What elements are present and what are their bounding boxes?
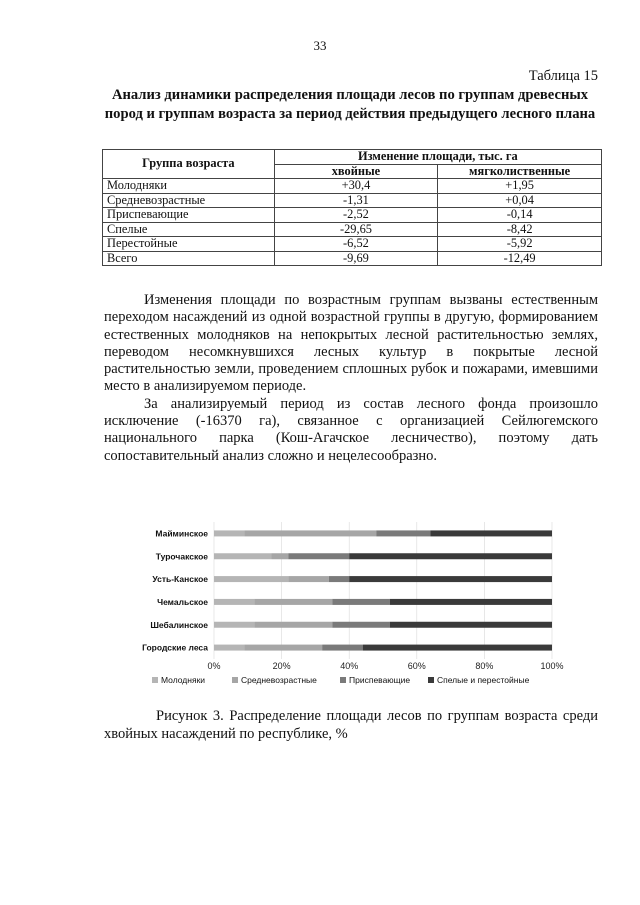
row-coniferous: -9,69 <box>274 251 438 266</box>
chart-category-label: Городские леса <box>142 642 208 653</box>
row-group: Приспевающие <box>103 208 275 223</box>
chart-bar-segment <box>390 599 552 605</box>
table-row <box>103 251 602 266</box>
chart-bar-segment <box>214 553 271 559</box>
chart-bar-segment <box>363 645 552 651</box>
chart-bar-segment <box>271 553 288 559</box>
paragraph: За анализируемый период из состав лесного фонда произошло исключение (-16370 га), связанное с организацией Сейлюгемского национального парка (Кош-Агачское лесничество), поэтому дать сопоставительный анализ сложно и нецелесообразно. <box>104 395 598 464</box>
chart-legend-label: Средневозрастные <box>241 675 317 685</box>
table-label: Таблица 15 <box>528 68 598 84</box>
chart-bar-segment <box>255 599 333 605</box>
chart-bar-segment <box>376 530 430 536</box>
chart-bar-segment <box>332 622 389 628</box>
chart-bar-segment <box>214 530 244 536</box>
chart-bar-segment <box>430 530 552 536</box>
header-group: Группа возраста <box>103 150 275 179</box>
chart-legend-swatch <box>152 677 158 683</box>
chart-legend-swatch <box>232 677 238 683</box>
row-coniferous: -1,31 <box>274 193 438 208</box>
row-group: Спелые <box>103 222 275 237</box>
chart-category-label: Чемальское <box>157 596 208 607</box>
table-row <box>103 179 602 194</box>
chart-legend-label: Приспевающие <box>349 675 411 685</box>
chart-legend-swatch <box>340 677 346 683</box>
body-text <box>104 292 598 465</box>
chart-category-label: Усть-Канское <box>152 574 208 585</box>
chart-bar-segment <box>349 553 552 559</box>
chart-bar-segment <box>214 599 255 605</box>
row-softwood: -5,92 <box>438 237 602 252</box>
figure-caption <box>104 708 598 743</box>
chart-bar-segment <box>244 530 376 536</box>
row-coniferous: -29,65 <box>274 222 438 237</box>
table-title: Анализ динамики распределения площади лесов по группам древесных пород и группам возраста за период действия предыдущего лесного плана <box>104 87 596 122</box>
header-change: Изменение площади, тыс. га <box>274 150 601 165</box>
chart-x-tick-label: 100% <box>540 661 564 671</box>
row-softwood: -12,49 <box>438 251 602 266</box>
page-number: 33 <box>313 38 327 53</box>
chart-bar-segment <box>214 645 244 651</box>
figure-caption-text: Рисунок 3. Распределение площади лесов по группам возраста среди хвойных насаждений по республике, % <box>104 708 598 742</box>
data-table <box>102 149 602 266</box>
paragraph: Изменения площади по возрастным группам вызваны естественным переходом насаждений из одной возрастной группы в другую, формированием естественных молодняков на непокрытых лесной растительностью землях, переводом несомкнувшихся лесных культур в покрытые лесной растительностью земли, проведением сплошных рубок и пожарами, имевшими место в анализируемом периоде. <box>104 292 598 395</box>
chart-bar-segment <box>322 645 363 651</box>
chart-bar-segment <box>214 622 255 628</box>
age-distribution-chart <box>132 514 572 694</box>
chart-bar-segment <box>288 553 349 559</box>
row-softwood: +1,95 <box>438 179 602 194</box>
chart-x-tick-label: 40% <box>340 661 359 671</box>
table-row <box>103 237 602 252</box>
row-coniferous: -2,52 <box>274 208 438 223</box>
chart-legend-label: Спелые и перестойные <box>437 675 530 685</box>
row-softwood: -0,14 <box>438 208 602 223</box>
row-group: Молодняки <box>103 179 275 194</box>
table-row <box>103 193 602 208</box>
chart-x-tick-label: 80% <box>475 661 494 671</box>
chart-bar-segment <box>329 576 349 582</box>
chart-bar-segment <box>244 645 322 651</box>
table-row <box>103 222 602 237</box>
chart-bar-segment <box>288 576 329 582</box>
chart-legend-swatch <box>428 677 434 683</box>
row-softwood: -8,42 <box>438 222 602 237</box>
header-softwood: мягколиственные <box>438 164 602 179</box>
chart-x-tick-label: 0% <box>207 661 221 671</box>
row-group: Перестойные <box>103 237 275 252</box>
chart-bar-segment <box>390 622 552 628</box>
chart-bar-segment <box>214 576 288 582</box>
header-coniferous: хвойные <box>274 164 438 179</box>
chart-x-tick-label: 20% <box>272 661 291 671</box>
row-softwood: +0,04 <box>438 193 602 208</box>
chart-bar-segment <box>349 576 552 582</box>
chart-bar-segment <box>255 622 333 628</box>
chart-category-label: Майминское <box>155 528 208 539</box>
row-coniferous: -6,52 <box>274 237 438 252</box>
chart-x-tick-label: 60% <box>407 661 426 671</box>
chart-legend-label: Молодняки <box>161 675 206 685</box>
row-coniferous: +30,4 <box>274 179 438 194</box>
table-row <box>103 208 602 223</box>
chart-bar-segment <box>332 599 389 605</box>
row-group: Средневозрастные <box>103 193 275 208</box>
chart-category-label: Шебалинское <box>150 619 208 630</box>
chart-category-label: Турочакское <box>155 551 208 562</box>
chart-svg <box>132 514 572 694</box>
row-group: Всего <box>103 251 275 266</box>
